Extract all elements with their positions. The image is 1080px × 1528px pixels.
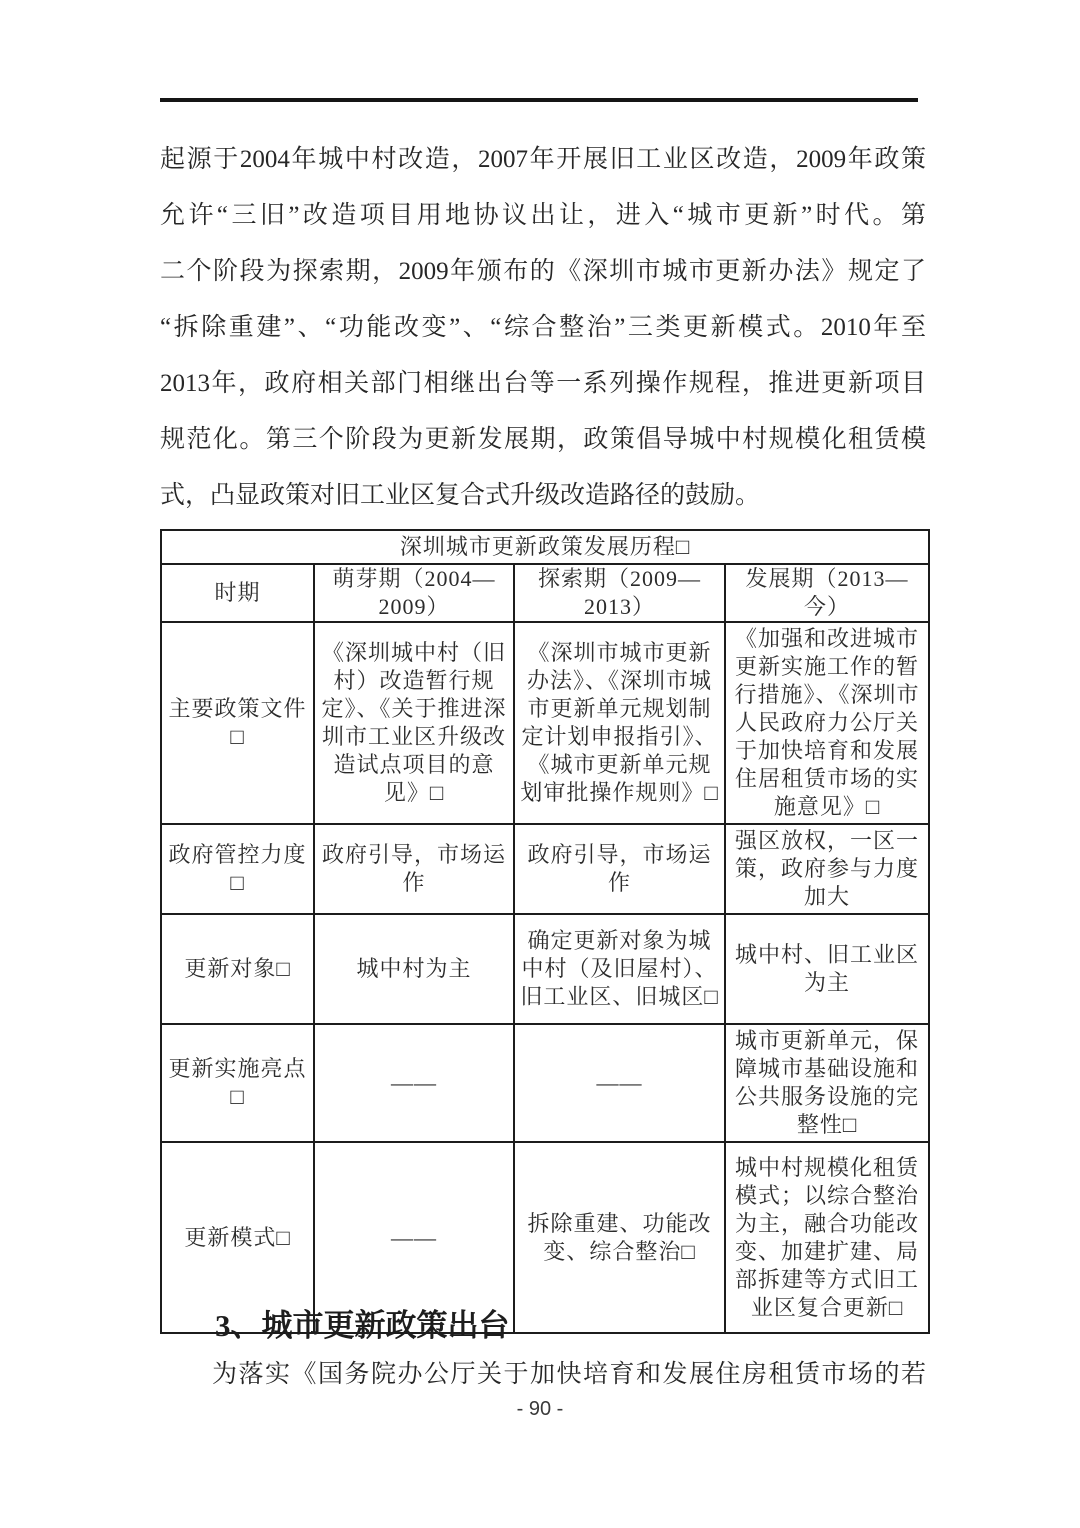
row-label: 主要政策文件□ xyxy=(161,622,314,824)
row-label: 更新对象□ xyxy=(161,914,314,1024)
table-cell: 《深圳城中村（旧村）改造暂行规定》、《关于推进深圳市工业区升级改造试点项目的意见》□ xyxy=(314,622,514,824)
row-label: 更新实施亮点□ xyxy=(161,1024,314,1142)
row-label: 更新模式□ xyxy=(161,1142,314,1333)
table-title-row xyxy=(161,530,929,564)
table-cell: 城中村、旧工业区为主 xyxy=(725,914,929,1024)
intro-line: 式，凸显政策对旧工业区复合式升级改造路径的鼓励。 xyxy=(160,482,761,509)
table-title: 深圳城市更新政策发展历程□ xyxy=(161,530,929,564)
intro-line: 规范化。第三个阶段为更新发展期，政策倡导城中村规模化租赁模 xyxy=(160,426,926,453)
page-number: - 90 - xyxy=(516,1398,564,1420)
intro-paragraph xyxy=(160,132,926,524)
column-header-development: 发展期（2013—今） xyxy=(725,564,929,622)
section-paragraph: 为落实《国务院办公厅关于加快培育和发展住房租赁市场的若 xyxy=(212,1361,926,1388)
policy-history-table xyxy=(160,529,930,1334)
table-cell: —— xyxy=(514,1024,725,1142)
table-cell: 城中村规模化租赁模式；以综合整治为主，融合功能改变、加建扩建、局部拆建等方式旧工业区复合更新□ xyxy=(725,1142,929,1333)
section-heading: 3、城市更新政策出台 xyxy=(215,1308,510,1343)
intro-line: 2013年，政府相关部门相继出台等一系列操作规程，推进更新项目 xyxy=(160,370,926,397)
table-cell: 政府引导，市场运作 xyxy=(314,824,514,914)
table-cell: —— xyxy=(314,1024,514,1142)
table-cell: 政府引导，市场运作 xyxy=(514,824,725,914)
table-cell: 拆除重建、功能改变、综合整治□ xyxy=(514,1142,725,1333)
intro-line: 允许“三旧”改造项目用地协议出让，进入“城市更新”时代。第 xyxy=(160,202,926,229)
table-header-row xyxy=(161,564,929,622)
table-row xyxy=(161,1024,929,1142)
table-cell: 《加强和改进城市更新实施工作的暂行措施》、《深圳市人民政府力公厅关于加快培育和发展住居租赁市场的实施意见》□ xyxy=(725,622,929,824)
table-cell: 强区放权，一区一策，政府参与力度加大 xyxy=(725,824,929,914)
table-cell: 城中村为主 xyxy=(314,914,514,1024)
intro-line: 二个阶段为探索期，2009年颁布的《深圳市城市更新办法》规定了 xyxy=(160,258,926,285)
table-cell: —— xyxy=(314,1142,514,1333)
top-rule xyxy=(160,98,918,102)
column-header-period: 时期 xyxy=(161,564,314,622)
intro-line: “拆除重建”、“功能改变”、“综合整治”三类更新模式。2010年至 xyxy=(160,314,926,341)
table-cell: 《深圳市城市更新办法》、《深圳市城市更新单元规划制定计划申报指引》、《城市更新单元规划审批操作规则》□ xyxy=(514,622,725,824)
intro-line: 起源于2004年城中村改造，2007年开展旧工业区改造，2009年政策 xyxy=(160,146,926,173)
table-row xyxy=(161,914,929,1024)
row-label: 政府管控力度□ xyxy=(161,824,314,914)
table-cell: 确定更新对象为城中村（及旧屋村）、旧工业区、旧城区□ xyxy=(514,914,725,1024)
column-header-exploration: 探索期（2009—2013） xyxy=(514,564,725,622)
table-row xyxy=(161,622,929,824)
column-header-germination: 萌芽期（2004—2009） xyxy=(314,564,514,622)
table-row xyxy=(161,824,929,914)
table-cell: 城市更新单元，保障城市基础设施和公共服务设施的完整性□ xyxy=(725,1024,929,1142)
